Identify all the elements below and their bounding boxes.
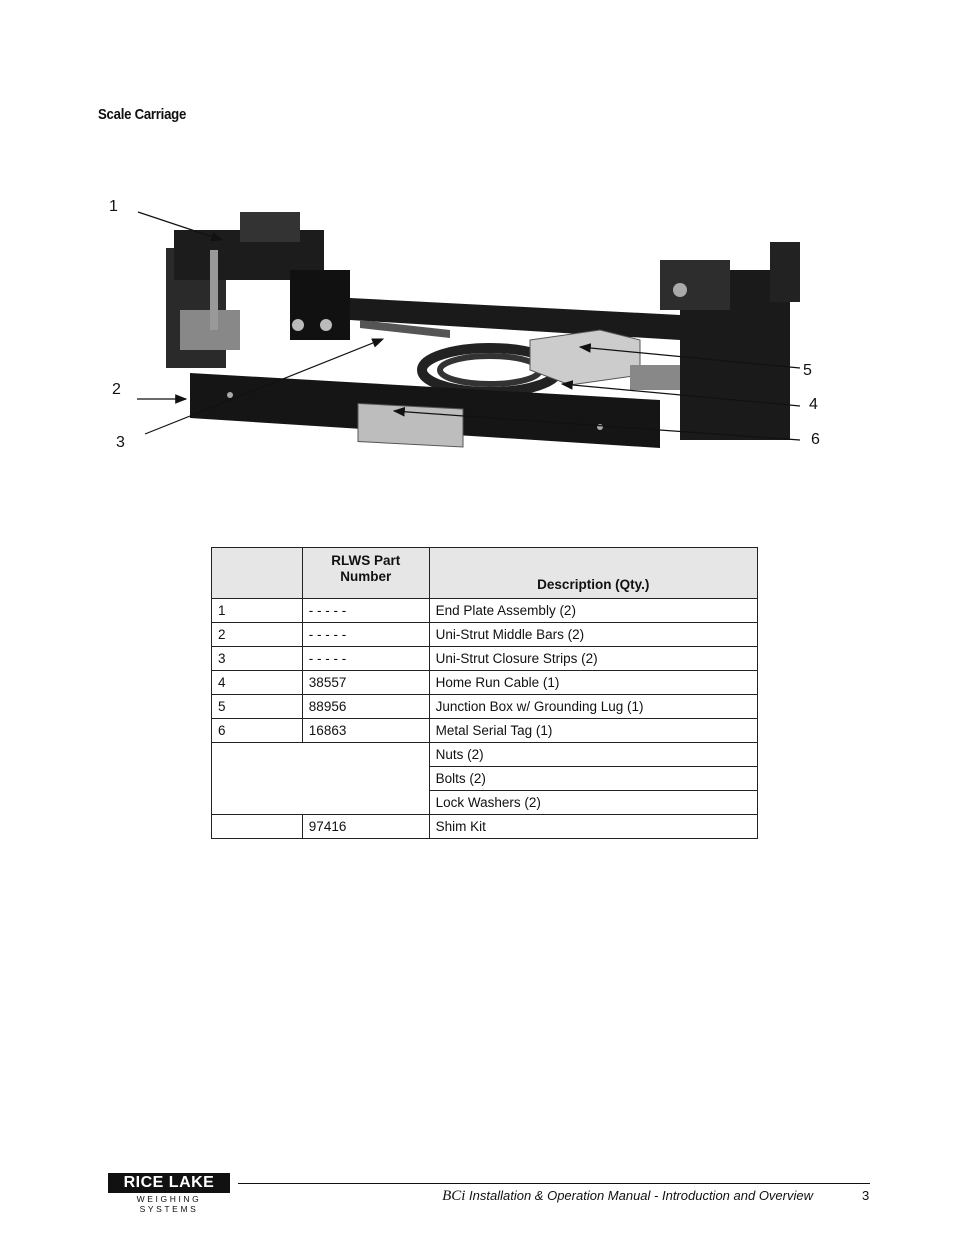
table-row bbox=[212, 599, 758, 623]
scale-carriage-photo bbox=[100, 190, 840, 490]
cell-part: 97416 bbox=[302, 815, 429, 839]
cell-description: Lock Washers (2) bbox=[429, 791, 757, 815]
cell-part: - - - - - bbox=[302, 599, 429, 623]
table-row bbox=[212, 647, 758, 671]
table-row bbox=[212, 695, 758, 719]
cell-item: 5 bbox=[212, 695, 303, 719]
cell-part: - - - - - bbox=[302, 647, 429, 671]
footer-divider bbox=[238, 1183, 870, 1184]
cell-description: Shim Kit bbox=[429, 815, 757, 839]
logo-main-text: RICE LAKE bbox=[108, 1173, 230, 1193]
footer-manual-title bbox=[442, 1188, 813, 1205]
cell-description: Junction Box w/ Grounding Lug (1) bbox=[429, 695, 757, 719]
parts-table bbox=[211, 547, 758, 839]
scale-carriage-illustration bbox=[100, 190, 840, 490]
cell-description: Bolts (2) bbox=[429, 767, 757, 791]
cell-item: 4 bbox=[212, 671, 303, 695]
table-header-row bbox=[212, 548, 758, 599]
logo-sub-text: WEIGHING SYSTEMS bbox=[136, 1194, 202, 1214]
cell-description: Uni-Strut Closure Strips (2) bbox=[429, 647, 757, 671]
callout-1: 1 bbox=[109, 198, 118, 215]
hardware-blank-cell bbox=[212, 743, 430, 815]
table-row bbox=[212, 671, 758, 695]
cell-item: 1 bbox=[212, 599, 303, 623]
header-item bbox=[212, 548, 303, 599]
cell-part: 38557 bbox=[302, 671, 429, 695]
cell-description: Metal Serial Tag (1) bbox=[429, 719, 757, 743]
callout-4: 4 bbox=[809, 396, 818, 413]
cell-item: 6 bbox=[212, 719, 303, 743]
callout-5: 5 bbox=[803, 362, 812, 379]
cell-description: Uni-Strut Middle Bars (2) bbox=[429, 623, 757, 647]
header-description: Description (Qty.) bbox=[429, 548, 757, 599]
rice-lake-logo bbox=[108, 1173, 232, 1214]
cell-description: End Plate Assembly (2) bbox=[429, 599, 757, 623]
cell-part: 16863 bbox=[302, 719, 429, 743]
header-part-line2: Number bbox=[340, 569, 392, 584]
header-part-line1: RLWS Part bbox=[331, 553, 401, 568]
callout-6: 6 bbox=[811, 431, 820, 448]
cell-part: 88956 bbox=[302, 695, 429, 719]
header-part-number bbox=[302, 548, 429, 599]
cell-item bbox=[212, 815, 303, 839]
manual-title: Installation & Operation Manual - Introduction and Overview bbox=[465, 1188, 813, 1203]
cell-description: Home Run Cable (1) bbox=[429, 671, 757, 695]
table-row bbox=[212, 815, 758, 839]
table-row bbox=[212, 623, 758, 647]
page-number: 3 bbox=[862, 1188, 870, 1203]
section-title: Scale Carriage bbox=[98, 106, 187, 123]
cell-part: - - - - - bbox=[302, 623, 429, 647]
manual-brand: BCi bbox=[442, 1188, 466, 1204]
table-row bbox=[212, 743, 758, 767]
table-row bbox=[212, 719, 758, 743]
cell-description: Nuts (2) bbox=[429, 743, 757, 767]
cell-item: 3 bbox=[212, 647, 303, 671]
callout-3: 3 bbox=[116, 434, 125, 451]
callout-2: 2 bbox=[112, 381, 121, 398]
cell-item: 2 bbox=[212, 623, 303, 647]
